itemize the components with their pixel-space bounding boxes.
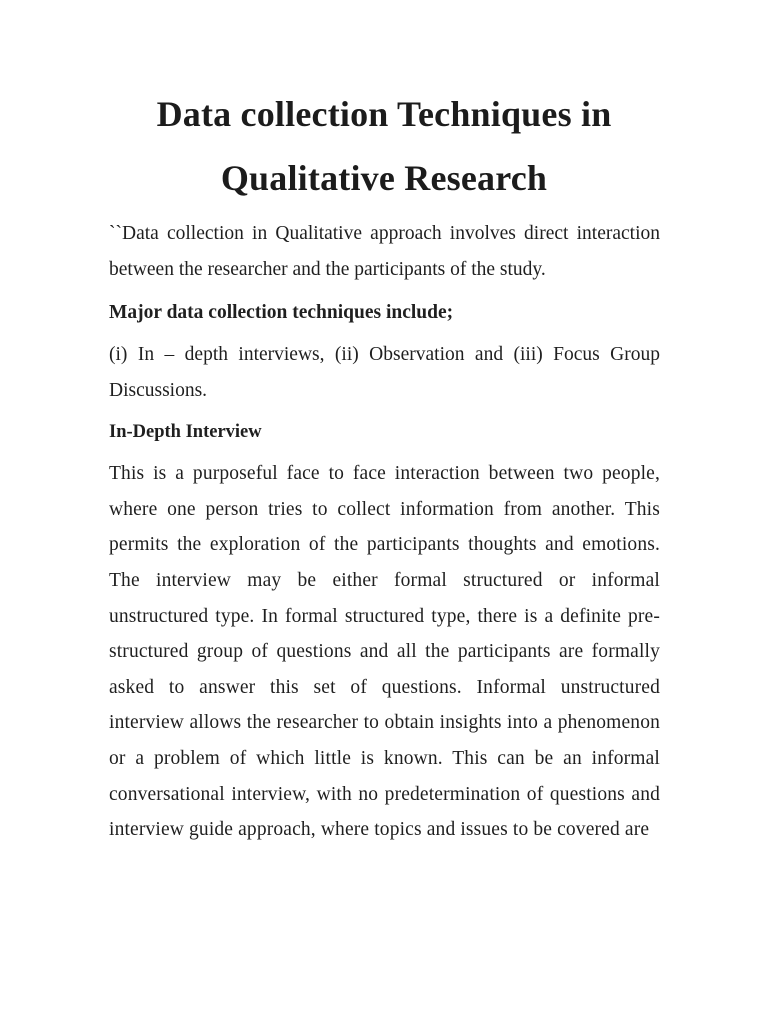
document-body [109,216,660,848]
techniques-heading: Major data collection techniques include; [109,302,454,324]
page-title [60,82,708,210]
intro-paragraph: ``Data collection in Qualitative approach involves direct interaction between the researcher and the participants of the study. [109,223,660,280]
section-body-paragraph: This is a purposeful face to face interaction between two people, where one person tries to collect information from another. This permits the exploration of the participants thoughts and emotions. The interview may be either formal structured or informal unstructured type. In formal structured type, there is a definite pre-structured group of questions and all the participants are formally asked to answer this set of questions. Informal unstructured interview allows the researcher to obtain insights into a phenomenon or a problem of which little is known. This can be an informal conversational interview, with no predetermination of questions and interview guide approach, where topics and issues to be covered are [109,463,660,841]
techniques-list: (i) In – depth interviews, (ii) Observation and (iii) Focus Group Discussions. [109,344,660,401]
title-line-1: Data collection Techniques in [156,94,612,134]
title-line-2: Qualitative Research [220,158,548,198]
section-heading: In-Depth Interview [109,421,262,442]
